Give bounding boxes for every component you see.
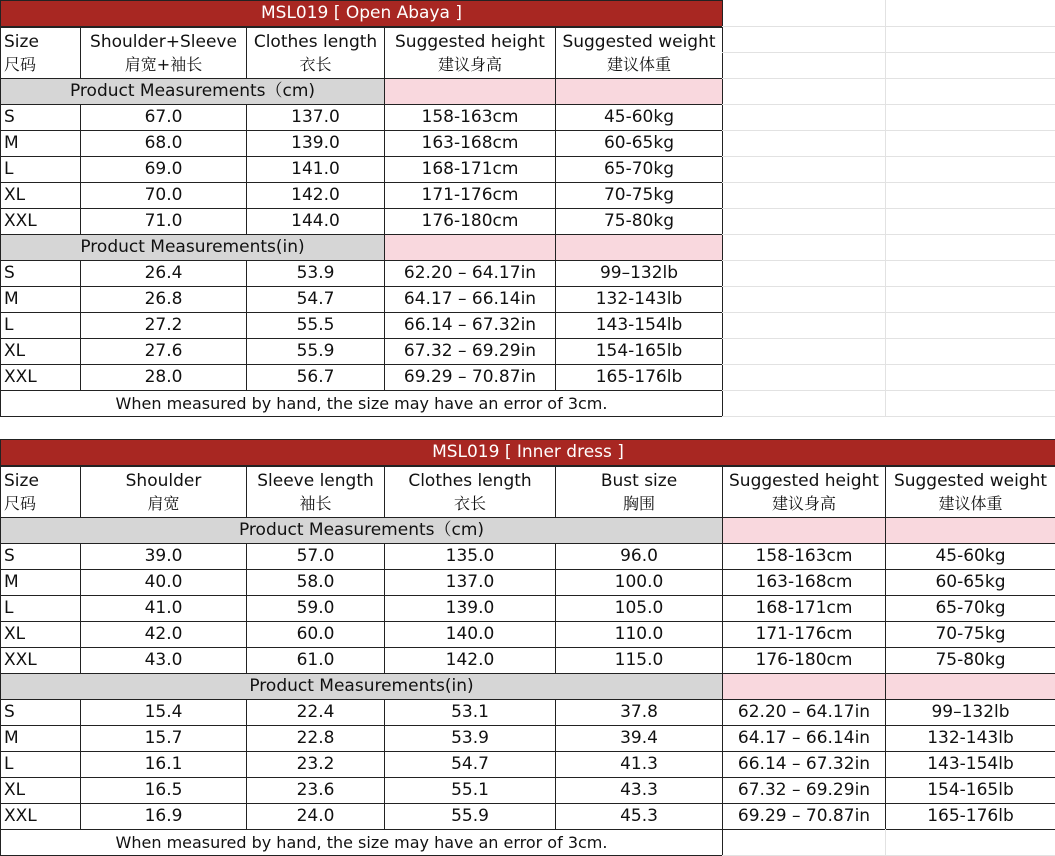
table-cell[interactable]: 45-60kg [885,543,1055,570]
size-label[interactable]: XXL [0,803,81,830]
table-cell[interactable]: 15.4 [80,699,247,726]
size-label[interactable]: S [0,260,81,287]
table-cell[interactable]: 53.1 [384,699,556,726]
empty-cell [885,78,1055,105]
size-label[interactable]: XXL [0,208,81,235]
table-cell[interactable]: 55.9 [246,338,385,365]
table-cell[interactable]: 26.8 [80,286,247,313]
table-cell[interactable]: 141.0 [246,156,385,183]
highlight-cell[interactable] [555,234,723,261]
table-cell[interactable]: 43.3 [555,777,723,804]
table-cell[interactable]: 57.0 [246,543,385,570]
empty-cell [885,829,1055,856]
table-cell[interactable]: 163-168cm [722,569,886,596]
size-label[interactable]: L [0,312,81,339]
table-cell[interactable]: 176-180cm [722,647,886,674]
header-label-en: Size [4,470,39,491]
section-label[interactable]: Product Measurements(in) [0,234,385,261]
table-cell[interactable]: 62.20 – 64.17in [722,699,886,726]
table-cell[interactable]: 16.9 [80,803,247,830]
table-cell[interactable]: 66.14 – 67.32in [384,312,556,339]
table-cell[interactable]: 69.0 [80,156,247,183]
table-cell[interactable]: 27.6 [80,338,247,365]
empty-cell [722,52,886,79]
empty-cell [722,0,886,27]
table-cell[interactable]: 137.0 [246,104,385,131]
size-label[interactable]: L [0,156,81,183]
empty-cell [0,416,1055,440]
table-cell[interactable]: 168-171cm [384,156,556,183]
empty-cell [722,208,886,235]
size-label[interactable]: XXL [0,647,81,674]
table-cell[interactable]: 143-154lb [885,751,1055,778]
table-cell[interactable]: 115.0 [555,647,723,674]
table-cell[interactable]: 40.0 [80,569,247,596]
empty-cell [885,208,1055,235]
table-cell[interactable]: 55.5 [246,312,385,339]
table-cell[interactable]: 66.14 – 67.32in [722,751,886,778]
header-label-zh: 尺码 [4,54,37,74]
header-label-zh: 建议体重 [606,54,671,74]
size-label[interactable]: S [0,543,81,570]
table-cell[interactable]: 28.0 [80,364,247,391]
table-cell[interactable]: 70-75kg [555,182,723,209]
empty-cell [885,52,1055,79]
header-label-en: Shoulder+Sleeve [90,31,237,52]
table-cell[interactable]: 70-75kg [885,621,1055,648]
table-cell[interactable]: 26.4 [80,260,247,287]
empty-cell [885,182,1055,209]
table-cell[interactable]: 67.0 [80,104,247,131]
column-header[interactable] [0,466,81,518]
empty-cell [885,390,1055,417]
table-cell[interactable]: 54.7 [384,751,556,778]
table-cell[interactable]: 75-80kg [555,208,723,235]
empty-cell [722,390,886,417]
table-cell[interactable]: 39.0 [80,543,247,570]
header-label-zh: 肩宽+袖长 [124,54,203,74]
highlight-cell[interactable] [722,517,886,544]
section-label[interactable]: Product Measurements(in) [0,673,723,700]
table-cell[interactable]: 27.2 [80,312,247,339]
empty-cell [722,338,886,365]
empty-cell [722,364,886,391]
table-cell[interactable]: 65-70kg [885,595,1055,622]
size-label[interactable]: M [0,569,81,596]
table-cell[interactable]: 69.29 – 70.87in [384,364,556,391]
column-header[interactable] [246,466,385,518]
table-cell[interactable]: 142.0 [246,182,385,209]
empty-cell [885,364,1055,391]
table-cell[interactable]: 96.0 [555,543,723,570]
table-cell[interactable]: 45.3 [555,803,723,830]
table-cell[interactable]: 165-176lb [885,803,1055,830]
empty-cell [722,130,886,157]
table-cell[interactable]: 41.3 [555,751,723,778]
table-cell[interactable]: 154-165lb [885,777,1055,804]
empty-cell [722,104,886,131]
table-cell[interactable]: 55.9 [384,803,556,830]
table-cell[interactable]: 171-176cm [384,182,556,209]
table-cell[interactable]: 56.7 [246,364,385,391]
empty-cell [885,104,1055,131]
table-cell[interactable]: 43.0 [80,647,247,674]
table-cell[interactable]: 132-143lb [555,286,723,313]
table-cell[interactable]: 22.4 [246,699,385,726]
measurement-note[interactable]: When measured by hand, the size may have an error of 3cm. [0,390,723,417]
table-cell[interactable]: 142.0 [384,647,556,674]
header-label-zh: 衣长 [299,54,332,74]
empty-cell [722,234,886,261]
highlight-cell[interactable] [384,234,556,261]
table-cell[interactable]: 45-60kg [555,104,723,131]
header-label-en: Size [4,31,39,52]
table-cell[interactable]: 171-176cm [722,621,886,648]
table-cell[interactable]: 143-154lb [555,312,723,339]
empty-cell [722,182,886,209]
column-header[interactable] [80,27,247,79]
table-cell[interactable]: 22.8 [246,725,385,752]
column-header[interactable] [80,466,247,518]
table-cell[interactable]: 154-165lb [555,338,723,365]
section-label[interactable]: Product Measurements（cm) [0,78,385,105]
table-cell[interactable]: 110.0 [555,621,723,648]
empty-cell [885,338,1055,365]
highlight-cell[interactable] [885,673,1055,700]
table-cell[interactable]: 64.17 – 66.14in [384,286,556,313]
table-cell[interactable]: 23.6 [246,777,385,804]
empty-cell [722,312,886,339]
empty-cell [722,156,886,183]
table-cell[interactable]: 41.0 [80,595,247,622]
size-label[interactable]: L [0,595,81,622]
section-label[interactable]: Product Measurements（cm) [0,517,723,544]
size-label[interactable]: M [0,725,81,752]
table-cell[interactable]: 15.7 [80,725,247,752]
header-label-zh: 尺码 [4,493,37,513]
table-cell[interactable]: 163-168cm [384,130,556,157]
highlight-cell[interactable] [885,517,1055,544]
table-cell[interactable]: 58.0 [246,569,385,596]
header-label-en: Shoulder [125,470,202,491]
empty-cell [885,26,1055,53]
table-cell[interactable]: 16.5 [80,777,247,804]
size-label[interactable]: XL [0,777,81,804]
empty-cell [885,312,1055,339]
table-cell[interactable]: 60-65kg [885,569,1055,596]
table-cell[interactable]: 60.0 [246,621,385,648]
header-label-zh: 胸围 [622,493,655,513]
table-cell[interactable]: 60-65kg [555,130,723,157]
table-cell[interactable]: 140.0 [384,621,556,648]
table-cell[interactable]: 37.8 [555,699,723,726]
size-label[interactable]: XL [0,182,81,209]
column-header[interactable] [384,466,556,518]
header-label-zh: 肩宽 [147,493,180,513]
table-cell[interactable]: 61.0 [246,647,385,674]
header-label-en: Bust size [600,470,678,491]
empty-cell [885,234,1055,261]
table-cell[interactable]: 135.0 [384,543,556,570]
table-cell[interactable]: 24.0 [246,803,385,830]
column-header[interactable] [885,466,1055,518]
highlight-cell[interactable] [555,78,723,105]
table-cell[interactable]: 137.0 [384,569,556,596]
table-cell[interactable]: 42.0 [80,621,247,648]
table-cell[interactable]: 71.0 [80,208,247,235]
size-label[interactable]: M [0,130,81,157]
table-cell[interactable]: 39.4 [555,725,723,752]
empty-cell [722,78,886,105]
table-cell[interactable]: 54.7 [246,286,385,313]
table-cell[interactable]: 70.0 [80,182,247,209]
table-cell[interactable]: 23.2 [246,751,385,778]
table-title[interactable]: MSL019 [ Inner dress ] [0,439,1055,466]
column-header[interactable] [555,466,723,518]
size-label[interactable]: L [0,751,81,778]
header-label-zh: 建议体重 [938,493,1003,513]
table-cell[interactable]: 62.20 – 64.17in [384,260,556,287]
table-cell[interactable]: 99–132lb [885,699,1055,726]
table-cell[interactable]: 158-163cm [722,543,886,570]
table-cell[interactable]: 67.32 – 69.29in [384,338,556,365]
header-label-zh: 衣长 [453,493,486,513]
table-title[interactable]: MSL019 [ Open Abaya ] [0,0,723,27]
table-cell[interactable]: 168-171cm [722,595,886,622]
table-cell[interactable]: 68.0 [80,130,247,157]
table-cell[interactable]: 100.0 [555,569,723,596]
table-cell[interactable]: 99–132lb [555,260,723,287]
table-cell[interactable]: 16.1 [80,751,247,778]
highlight-cell[interactable] [384,78,556,105]
header-label-en: Suggested weight [562,31,716,52]
column-header[interactable] [722,466,886,518]
empty-cell [722,829,886,856]
table-cell[interactable]: 53.9 [384,725,556,752]
column-header[interactable] [0,27,81,79]
table-cell[interactable]: 144.0 [246,208,385,235]
table-cell[interactable]: 176-180cm [384,208,556,235]
column-header[interactable] [246,27,385,79]
empty-cell [885,286,1055,313]
table-cell[interactable]: 67.32 – 69.29in [722,777,886,804]
size-label[interactable]: S [0,104,81,131]
size-label[interactable]: XL [0,338,81,365]
header-label-en: Sleeve length [257,470,374,491]
header-label-en: Suggested height [729,470,879,491]
table-cell[interactable]: 64.17 – 66.14in [722,725,886,752]
empty-cell [722,26,886,53]
column-header[interactable] [555,27,723,79]
table-cell[interactable]: 65-70kg [555,156,723,183]
table-cell[interactable]: 132-143lb [885,725,1055,752]
size-label[interactable]: XL [0,621,81,648]
header-label-zh: 袖长 [299,493,332,513]
empty-cell [885,156,1055,183]
size-label[interactable]: M [0,286,81,313]
empty-cell [885,260,1055,287]
header-label-en: Suggested weight [893,470,1048,491]
table-cell[interactable]: 139.0 [246,130,385,157]
table-cell[interactable]: 69.29 – 70.87in [722,803,886,830]
measurement-note[interactable]: When measured by hand, the size may have an error of 3cm. [0,829,723,856]
highlight-cell[interactable] [722,673,886,700]
empty-cell [885,0,1055,27]
table-cell[interactable]: 139.0 [384,595,556,622]
table-cell[interactable]: 158-163cm [384,104,556,131]
empty-cell [722,286,886,313]
column-header[interactable] [384,27,556,79]
size-label[interactable]: S [0,699,81,726]
table-cell[interactable]: 55.1 [384,777,556,804]
header-label-zh: 建议身高 [771,493,836,513]
header-label-en: Suggested height [395,31,545,52]
table-cell[interactable]: 105.0 [555,595,723,622]
size-label[interactable]: XXL [0,364,81,391]
table-cell[interactable]: 75-80kg [885,647,1055,674]
empty-cell [722,260,886,287]
table-cell[interactable]: 59.0 [246,595,385,622]
empty-cell [885,130,1055,157]
table-cell[interactable]: 53.9 [246,260,385,287]
table-cell[interactable]: 165-176lb [555,364,723,391]
header-label-zh: 建议身高 [437,54,502,74]
header-label-en: Clothes length [408,470,532,491]
header-label-en: Clothes length [253,31,378,52]
